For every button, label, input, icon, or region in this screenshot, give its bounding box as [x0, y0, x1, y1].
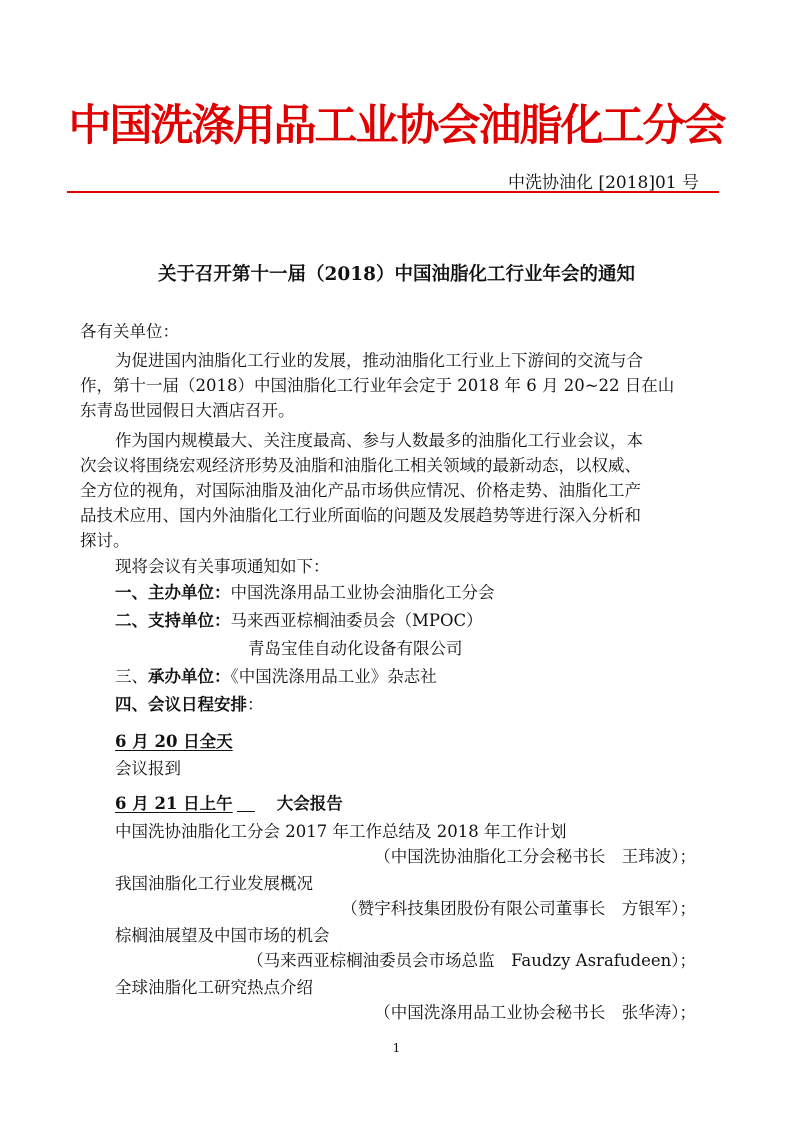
about-line: 全方位的视角，对国际油脂及油化产品市场供应情况、价格走势、油脂化工产 [80, 481, 641, 500]
sponsor-line [115, 579, 495, 603]
intro-line: 为促进国内油脂化工行业的发展，推动油脂化工行业上下游间的交流与合 [115, 351, 643, 370]
sponsor-label: 一、主办单位： [115, 583, 231, 602]
day2-heading: 6 月 21 日上午 [115, 794, 233, 813]
about-line: 探讨。 [80, 531, 130, 550]
talk-speaker: （中国洗涤用品工业协会秘书长 张华涛）； [374, 1003, 696, 1022]
notice-line: 现将会议有关事项通知如下： [115, 557, 330, 576]
talk-topic: 我国油脂化工行业发展概况 [115, 874, 313, 893]
schedule-heading [115, 691, 264, 715]
document-number: 中洗协油化 [2018]01 号 [508, 173, 699, 193]
talk-speaker: （中国洗协油脂化工分会秘书长 王玮波）； [374, 847, 696, 866]
organizer-line [115, 663, 437, 687]
salutation: 各有关单位： [80, 322, 179, 341]
schedule-heading-colon: ： [247, 695, 264, 714]
talk-speaker: （马来西亚棕榈油委员会市场总监 Faudzy Asrafudeen）； [247, 951, 696, 970]
intro-line: 东青岛世园假日大酒店召开。 [80, 401, 295, 420]
organizer-label: 承办单位： [148, 667, 231, 686]
organizer-prefix: 三、 [115, 667, 148, 686]
sponsor-value: 中国洗涤用品工业协会油脂化工分会 [230, 583, 495, 602]
about-line: 品技术应用、国内外油脂化工行业所面临的问题及发展趋势等进行深入分析和 [80, 506, 641, 525]
schedule-heading-label: 四、会议日程安排 [115, 695, 247, 714]
talk-topic: 中国洗协油脂化工分会 2017 年工作总结及 2018 年工作计划 [115, 822, 567, 841]
supporter-line [115, 607, 483, 631]
supporter-value-1: 马来西亚棕榈油委员会（MPOC） [230, 611, 483, 630]
day2-session: 大会报告 [276, 794, 343, 813]
talk-speaker: （赞宇科技集团股份有限公司董事长 方银军）； [341, 899, 696, 918]
page-number: 1 [392, 1041, 401, 1055]
intro-line: 作，第十一届（2018）中国油脂化工行业年会定于 2018 年 6 月 20~22 日在山 [80, 376, 675, 395]
header-divider [67, 191, 719, 193]
about-line: 次会议将围绕宏观经济形势及油脂和油脂化工相关领域的最新动态，以权威、 [80, 456, 641, 475]
document-title: 关于召开第十一届（2018）中国油脂化工行业年会的通知 [158, 264, 635, 285]
supporter-value-2: 青岛宝佳自动化设备有限公司 [248, 639, 463, 658]
supporter-label: 二、支持单位： [115, 611, 231, 630]
talk-topic: 全球油脂化工研究热点介绍 [115, 978, 313, 997]
about-line: 作为国内规模最大、关注度最高、参与人数最多的油脂化工行业会议，本 [115, 431, 643, 450]
day1-item: 会议报到 [115, 759, 181, 778]
organization-header: 中国洗涤用品工业协会油脂化工分会 [68, 101, 725, 151]
day2-heading-underline [237, 810, 255, 812]
talk-topic: 棕榈油展望及中国市场的机会 [115, 926, 330, 945]
organizer-value: 《中国洗涤用品工业》杂志社 [230, 667, 437, 686]
day1-heading: 6 月 20 日全天 [115, 732, 233, 751]
day2-heading-line [115, 790, 343, 814]
